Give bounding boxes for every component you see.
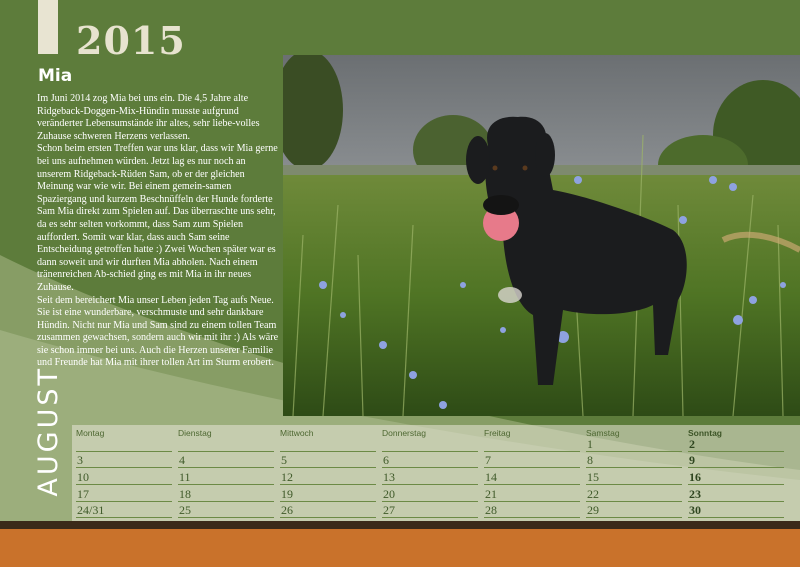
calendar-day-line	[484, 451, 580, 452]
month-label-wrap	[33, 366, 64, 516]
calendar-day-line	[382, 501, 478, 502]
calendar-day-line	[688, 501, 784, 502]
calendar-day-line	[178, 467, 274, 468]
calendar-day: 29	[587, 503, 599, 517]
calendar-day-line	[280, 501, 376, 502]
calendar-day-line	[178, 501, 274, 502]
story-title: Mia	[38, 66, 73, 86]
calendar-day: 28	[485, 503, 497, 517]
calendar-day-line	[178, 484, 274, 485]
calendar-day: 5	[281, 453, 287, 467]
calendar-day-line	[586, 484, 682, 485]
calendar-day: 14	[485, 470, 497, 484]
calendar-day-line	[382, 467, 478, 468]
weekday-header: Mittwoch	[280, 428, 314, 438]
weekday-header: Dienstag	[178, 428, 212, 438]
calendar-day: 17	[77, 487, 89, 501]
calendar-day-line	[586, 517, 682, 518]
calendar-day: 9	[689, 453, 695, 467]
calendar-day: 10	[77, 470, 89, 484]
calendar-day-line	[76, 451, 172, 452]
calendar-day: 11	[179, 470, 191, 484]
weekday-header: Donnerstag	[382, 428, 426, 438]
calendar-day: 15	[587, 470, 599, 484]
calendar-day-line	[280, 517, 376, 518]
calendar-day: 2	[689, 437, 695, 451]
footer-divider	[0, 521, 800, 529]
calendar-day-line	[586, 467, 682, 468]
calendar-day-line	[76, 467, 172, 468]
calendar-day-line	[586, 501, 682, 502]
month-label: AUGUST	[33, 366, 64, 497]
year-accent-bar	[38, 0, 58, 54]
weekday-header: Freitag	[484, 428, 511, 438]
calendar-day-line	[688, 484, 784, 485]
story-paragraph: Schon beim ersten Treffen war uns klar, dass wir Mia gerne bei uns aufnehmen würden. Jetzt lag es nur noch an unserem Ridgeback-Rüden Sam, ob er der gleichen Meinung war wie wir. Bei einem gemein-samen Spaziergang und kurzem Beschnüffeln der Hunde forderte Sam Mia direkt zum Spielen auf. Das überraschte uns sehr, da es sehr selten vorkommt, dass Sam zum Spielen auffordert. Somit war klar, dass auch Sam seine Entscheidung getroffen hatte :) Zwei Wochen später war es dann soweit und wir durften Mia abholen. Nach einem tränenreichen Ab-schied ging es mit Mia in ihr neues Zuhause.	[37, 143, 278, 293]
calendar-day-line	[484, 517, 580, 518]
calendar-day-line	[382, 484, 478, 485]
calendar-day-line	[76, 484, 172, 485]
calendar-day-line	[484, 467, 580, 468]
calendar-day-line	[484, 501, 580, 502]
calendar-day-line	[280, 451, 376, 452]
calendar-day-line	[484, 484, 580, 485]
calendar-day: 13	[383, 470, 395, 484]
calendar-day: 22	[587, 487, 599, 501]
footer-band	[0, 529, 800, 567]
calendar-day-line	[382, 517, 478, 518]
calendar-day: 18	[179, 487, 191, 501]
calendar-day-line	[178, 517, 274, 518]
calendar-day-line	[688, 451, 784, 452]
calendar-day: 12	[281, 470, 293, 484]
calendar-day: 6	[383, 453, 389, 467]
calendar-day: 23	[689, 487, 701, 501]
calendar-day: 16	[689, 470, 701, 484]
calendar-day: 4	[179, 453, 185, 467]
story-paragraph: Im Juni 2014 zog Mia bei uns ein. Die 4,5 Jahre alte Ridgeback-Doggen-Mix-Hündin musste aufgrund veränderter Lebensumstände ihr altes, sehr liebe-volles Zuhause schweren Herzens verlassen.	[37, 93, 260, 142]
calendar-day-line	[586, 451, 682, 452]
calendar-day: 27	[383, 503, 395, 517]
calendar-day: 8	[587, 453, 593, 467]
calendar-day-line	[76, 501, 172, 502]
story-paragraph: Seit dem bereichert Mia unser Leben jeden Tag aufs Neue. Sie ist eine wunderbare, verschmuste und sehr dankbare Hündin. Nicht nur Mia und Sam sind zu einem tollen Team zusammen gewachsen, sondern auch wir mit ihr :) Als wäre sie schon immer bei uns. Auch die Herzen unserer Familie und Freunde hat Mia mit ihrer tollen Art im Sturm erobert.	[37, 294, 279, 369]
calendar-day: 20	[383, 487, 395, 501]
calendar-day-line	[688, 467, 784, 468]
dog-photo	[283, 55, 800, 416]
calendar-day: 7	[485, 453, 491, 467]
calendar-day: 19	[281, 487, 293, 501]
weekday-header: Montag	[76, 428, 105, 438]
calendar-day: 30	[689, 503, 701, 517]
calendar-day: 26	[281, 503, 293, 517]
story-text	[37, 93, 279, 370]
calendar-day-line	[178, 451, 274, 452]
weekday-header: Samstag	[586, 428, 620, 438]
calendar-day-line	[280, 467, 376, 468]
weekday-header-sunday: Sonntag	[688, 428, 722, 438]
calendar-day: 3	[77, 453, 83, 467]
calendar-day-line	[382, 451, 478, 452]
calendar-day-line	[688, 517, 784, 518]
calendar-day: 24/31	[77, 503, 105, 517]
calendar-day: 21	[485, 487, 497, 501]
calendar-day: 1	[587, 437, 593, 451]
year-label: 2015	[76, 18, 186, 63]
calendar-grid	[72, 425, 800, 521]
calendar-day: 25	[179, 503, 191, 517]
calendar-day-line	[280, 484, 376, 485]
